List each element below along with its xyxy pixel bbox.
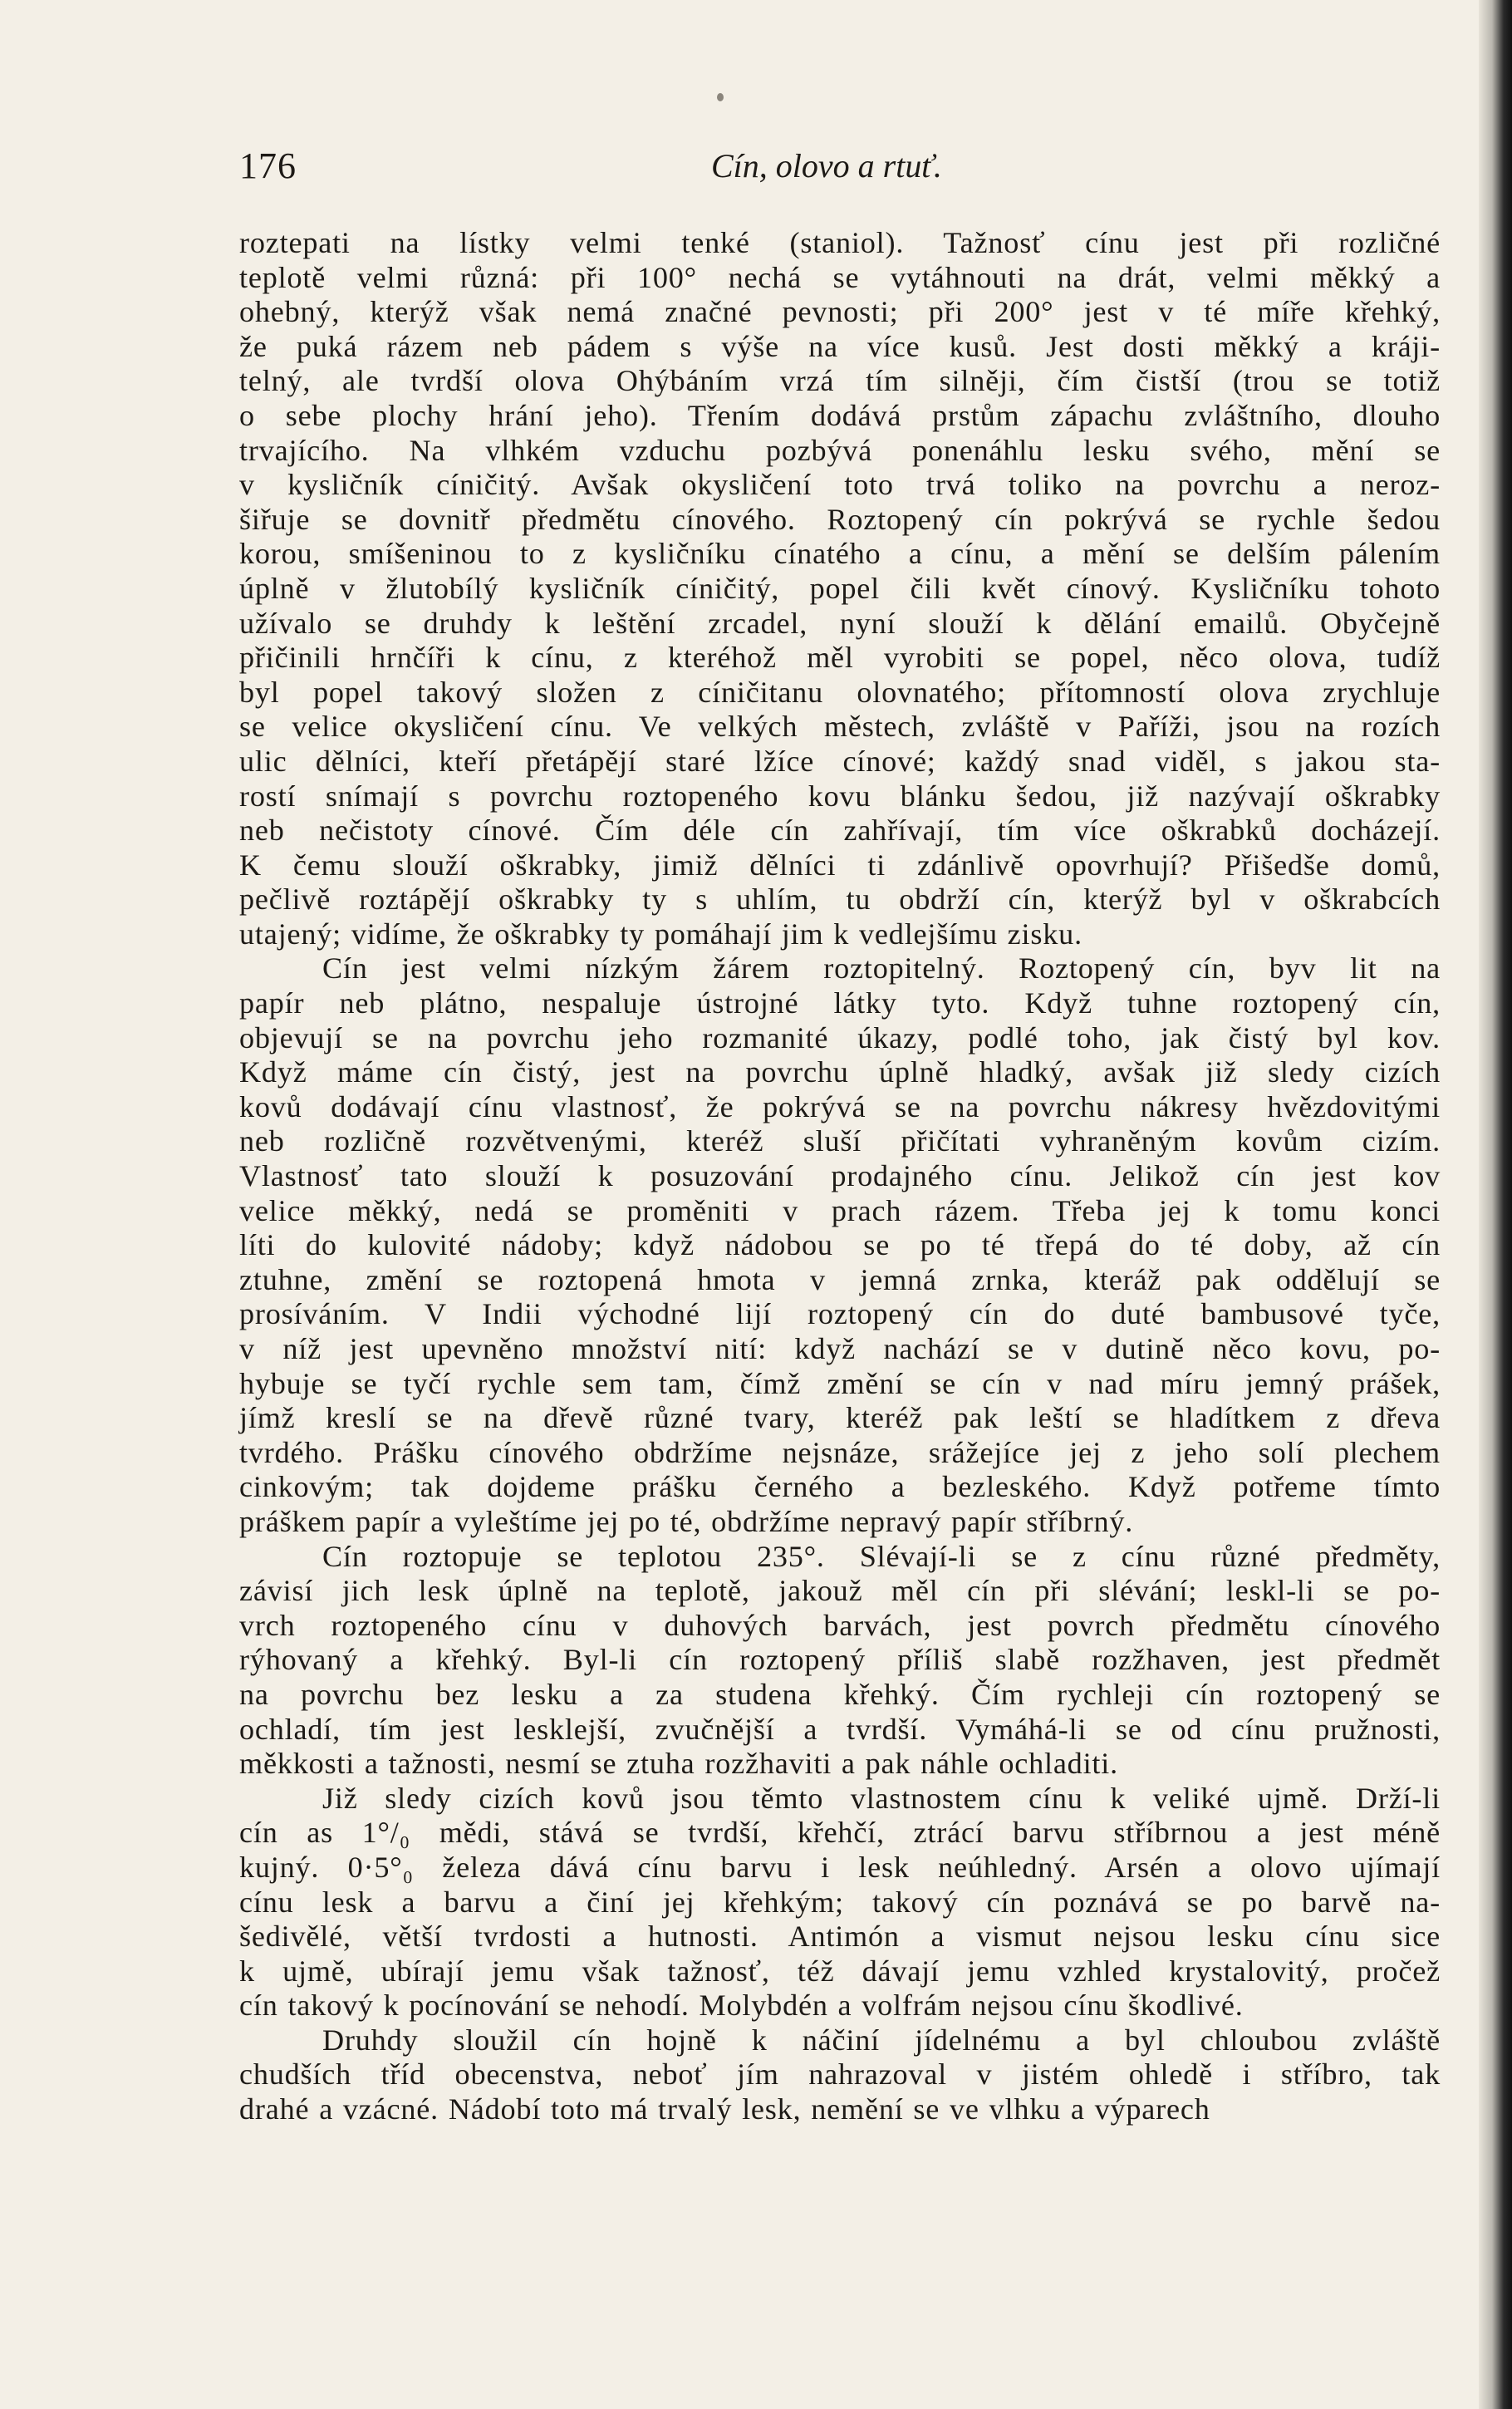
text-line: šiřuje se dovnitř předmětu cínového. Roztopený cín pokrývá se rychle šedou: [239, 502, 1441, 536]
text-line: jímž kreslí se na dřevě různé tvary, kteréž pak leští se hladítkem z dřeva: [239, 1401, 1441, 1435]
text-line: K čemu slouží oškrabky, jimiž dělníci ti zdánlivě opovrhují? Přišedše domů,: [239, 848, 1441, 882]
text-line: užívalo se druhdy k leštění zrcadel, nyní slouží k dělání emailů. Obyčejně: [239, 606, 1441, 640]
text-line: že puká rázem neb pádem s výše na více kusů. Jest dosti měkký a kráji-: [239, 329, 1441, 363]
text-line: na povrchu bez lesku a za studena křehký. Čím rychleji cín roztopený se: [239, 1677, 1441, 1711]
text-line: kovů dodávají cínu vlastnosť, že pokrývá se na povrchu nákresy hvězdovitými: [239, 1089, 1441, 1123]
text-line: vrch roztopeného cínu v duhových barvách, jest povrch předmětu cínového: [239, 1608, 1441, 1642]
text-line: roztepati na lístky velmi tenké (staniol). Tažnosť cínu jest při rozličné: [239, 226, 1441, 259]
text-line: přičinili hrnčíři k cínu, z kteréhož měl vyrobiti se popel, něco olova, tudíž: [239, 641, 1441, 675]
text-line: cín takový k pocínování se nehodí. Molybdén a volfrám nejsou cínu škodlivé.: [239, 1989, 1244, 2023]
text-line: ulic dělníci, kteří přetápějí staré lžíce cínové; každý snad viděl, s jakou sta-: [239, 744, 1441, 778]
text-line: telný, ale tvrdší olova Ohýbáním vrzá tím silněji, čím čistší (trou se totiž: [239, 364, 1441, 398]
text-line: v kysličník cíničitý. Avšak okysličení toto trvá toliko na povrchu a neroz-: [239, 468, 1441, 502]
text-line: měkkosti a tažnosti, nesmí se ztuha rozžhaviti a pak náhle ochladiti.: [239, 1747, 1118, 1781]
text-line: cín as 1°/₀ mědi, stává se tvrdší, křehčí, ztrácí barvu stříbrnou a jest méně: [239, 1816, 1441, 1850]
text-line: chudších tříd obecenstva, neboť jím nahrazoval v jistém ohledě i stříbro, tak: [239, 2057, 1441, 2092]
text-line: šedivělé, větší tvrdosti a hutnosti. Antimón a vismut nejsou lesku cínu sice: [239, 1920, 1441, 1954]
text-line: drahé a vzácné. Nádobí toto má trvalý lesk, nemění se ve vlhku a výparech: [239, 2092, 1210, 2126]
text-line: Druhdy sloužil cín hojně k náčiní jídelnému a byl chloubou zvláště: [322, 2023, 1441, 2057]
text-line: utajený; vidíme, že oškrabky ty pomáhají jim k vedlejšímu zisku.: [239, 917, 1082, 951]
page-header: [239, 145, 1440, 194]
text-line: prosíváním. V Indii východné lijí roztopený cín do duté bambusové tyče,: [239, 1297, 1441, 1331]
text-line: neb nečistoty cínové. Čím déle cín zahřívají, tím více oškrabků docházejí.: [239, 814, 1441, 848]
page-edge-shadow: [1479, 0, 1512, 2409]
text-line: k ujmě, ubírají jemu však tažnosť, též dávají jemu vzhled krystalovitý, pročež: [239, 1954, 1441, 1988]
paragraph: [239, 951, 1441, 1539]
text-line: korou, smíšeninou to z kysličníku cínatého a cínu, a mění se delším pálením: [239, 537, 1441, 571]
text-line: Když máme cín čistý, jest na povrchu úplně hladký, avšak již sledy cizích: [239, 1055, 1441, 1089]
paragraph: [239, 2023, 1441, 2127]
text-line: závisí jich lesk úplně na teplotě, jakouž měl cín při slévání; leskl-li se po-: [239, 1574, 1441, 1608]
text-line: v níž jest upevněno množství nití: když nachází se v dutině něco kovu, po-: [239, 1332, 1441, 1365]
text-line: cinkovým; tak dojdeme prášku černého a bezleského. Když potřeme tímto: [239, 1470, 1441, 1504]
text-line: rýhovaný a křehký. Byl-li cín roztopený příliš slabě rozžhaven, jest předmět: [239, 1643, 1441, 1677]
text-line: ochladí, tím jest lesklejší, zvučnější a tvrdší. Vymáhá-li se od cínu pružnosti,: [239, 1712, 1441, 1746]
paragraph: [239, 1782, 1441, 2023]
paragraph: [239, 1540, 1441, 1782]
text-line: Vlastnosť tato slouží k posuzování prodajného cínu. Jelikož cín jest kov: [239, 1159, 1441, 1193]
text-line: se velice okysličení cínu. Ve velkých městech, zvláště v Paříži, jsou na rozích: [239, 710, 1441, 744]
text-line: cínu lesk a barvu a činí jej křehkým; takový cín poznává se po barvě na-: [239, 1885, 1441, 1919]
text-line: Cín jest velmi nízkým žárem roztopitelný. Roztopený cín, byv lit na: [322, 951, 1441, 986]
text-line: trvajícího. Na vlhkém vzduchu pozbývá ponenáhlu lesku svého, mění se: [239, 433, 1441, 467]
text-line: ztuhne, změní se roztopená hmota v jemná zrnka, kteráž pak oddělují se: [239, 1262, 1441, 1296]
text-line: pečlivě roztápějí oškrabky ty s uhlím, tu obdrží cín, kterýž byl v oškrabcích: [239, 882, 1441, 917]
text-line: úplně v žlutobílý kysličník cíničitý, popel čili květ cínový. Kysličníku tohoto: [239, 571, 1441, 605]
text-line: neb rozličně rozvětvenými, kteréž sluší přičítati vyhraněným kovům cizím.: [239, 1124, 1441, 1158]
ink-speck: [717, 93, 724, 101]
text-line: byl popel takový složen z cíničitanu olovnatého; přítomností olova zrychluje: [239, 675, 1441, 709]
text-line: kujný. 0·5°₀ železa dává cínu barvu i lesk neúhledný. Arsén a olovo ujímají: [239, 1850, 1441, 1884]
text-line: práškem papír a vyleštíme jej po té, obdržíme nepravý papír stříbrný.: [239, 1504, 1134, 1538]
text-line: líti do kulovité nádoby; když nádobou se po té třepá do té doby, až cín: [239, 1228, 1441, 1262]
text-line: o sebe plochy hrání jeho). Třením dodává prstům zápachu zvláštního, dlouho: [239, 398, 1441, 432]
text-line: objevují se na povrchu jeho rozmanité úkazy, podlé toho, jak čistý byl kov.: [239, 1020, 1441, 1055]
text-line: ohebný, kterýž však nemá značné pevnosti; při 200° jest v té míře křehký,: [239, 295, 1441, 329]
page-number: 176: [239, 145, 297, 186]
text-line: papír neb plátno, nespaluje ústrojné látky tyto. Když tuhne roztopený cín,: [239, 986, 1441, 1020]
text-line: velice měkký, nedá se proměniti v prach rázem. Třeba jej k tomu konci: [239, 1193, 1441, 1227]
paragraph: [239, 226, 1441, 951]
running-title: Cín, olovo a rtuť.: [711, 147, 942, 184]
text-line: tvrdého. Prášku cínového obdržíme nejsnáze, srážejíce jej z jeho solí plechem: [239, 1435, 1441, 1469]
body-text: [239, 226, 1441, 2127]
text-line: teplotě velmi různá: při 100° nechá se vytáhnouti na drát, velmi měkký a: [239, 260, 1441, 294]
text-line: hybuje se tyčí rychle sem tam, čímž změní se cín v nad míru jemný prášek,: [239, 1366, 1441, 1400]
text-line: rostí snímají s povrchu roztopeného kovu blánku šedou, již nazývají oškrabky: [239, 779, 1441, 813]
text-line: Cín roztopuje se teplotou 235°. Slévají-li se z cínu různé předměty,: [322, 1539, 1441, 1573]
text-line: Již sledy cizích kovů jsou těmto vlastnostem cínu k veliké ujmě. Drží-li: [322, 1781, 1441, 1815]
